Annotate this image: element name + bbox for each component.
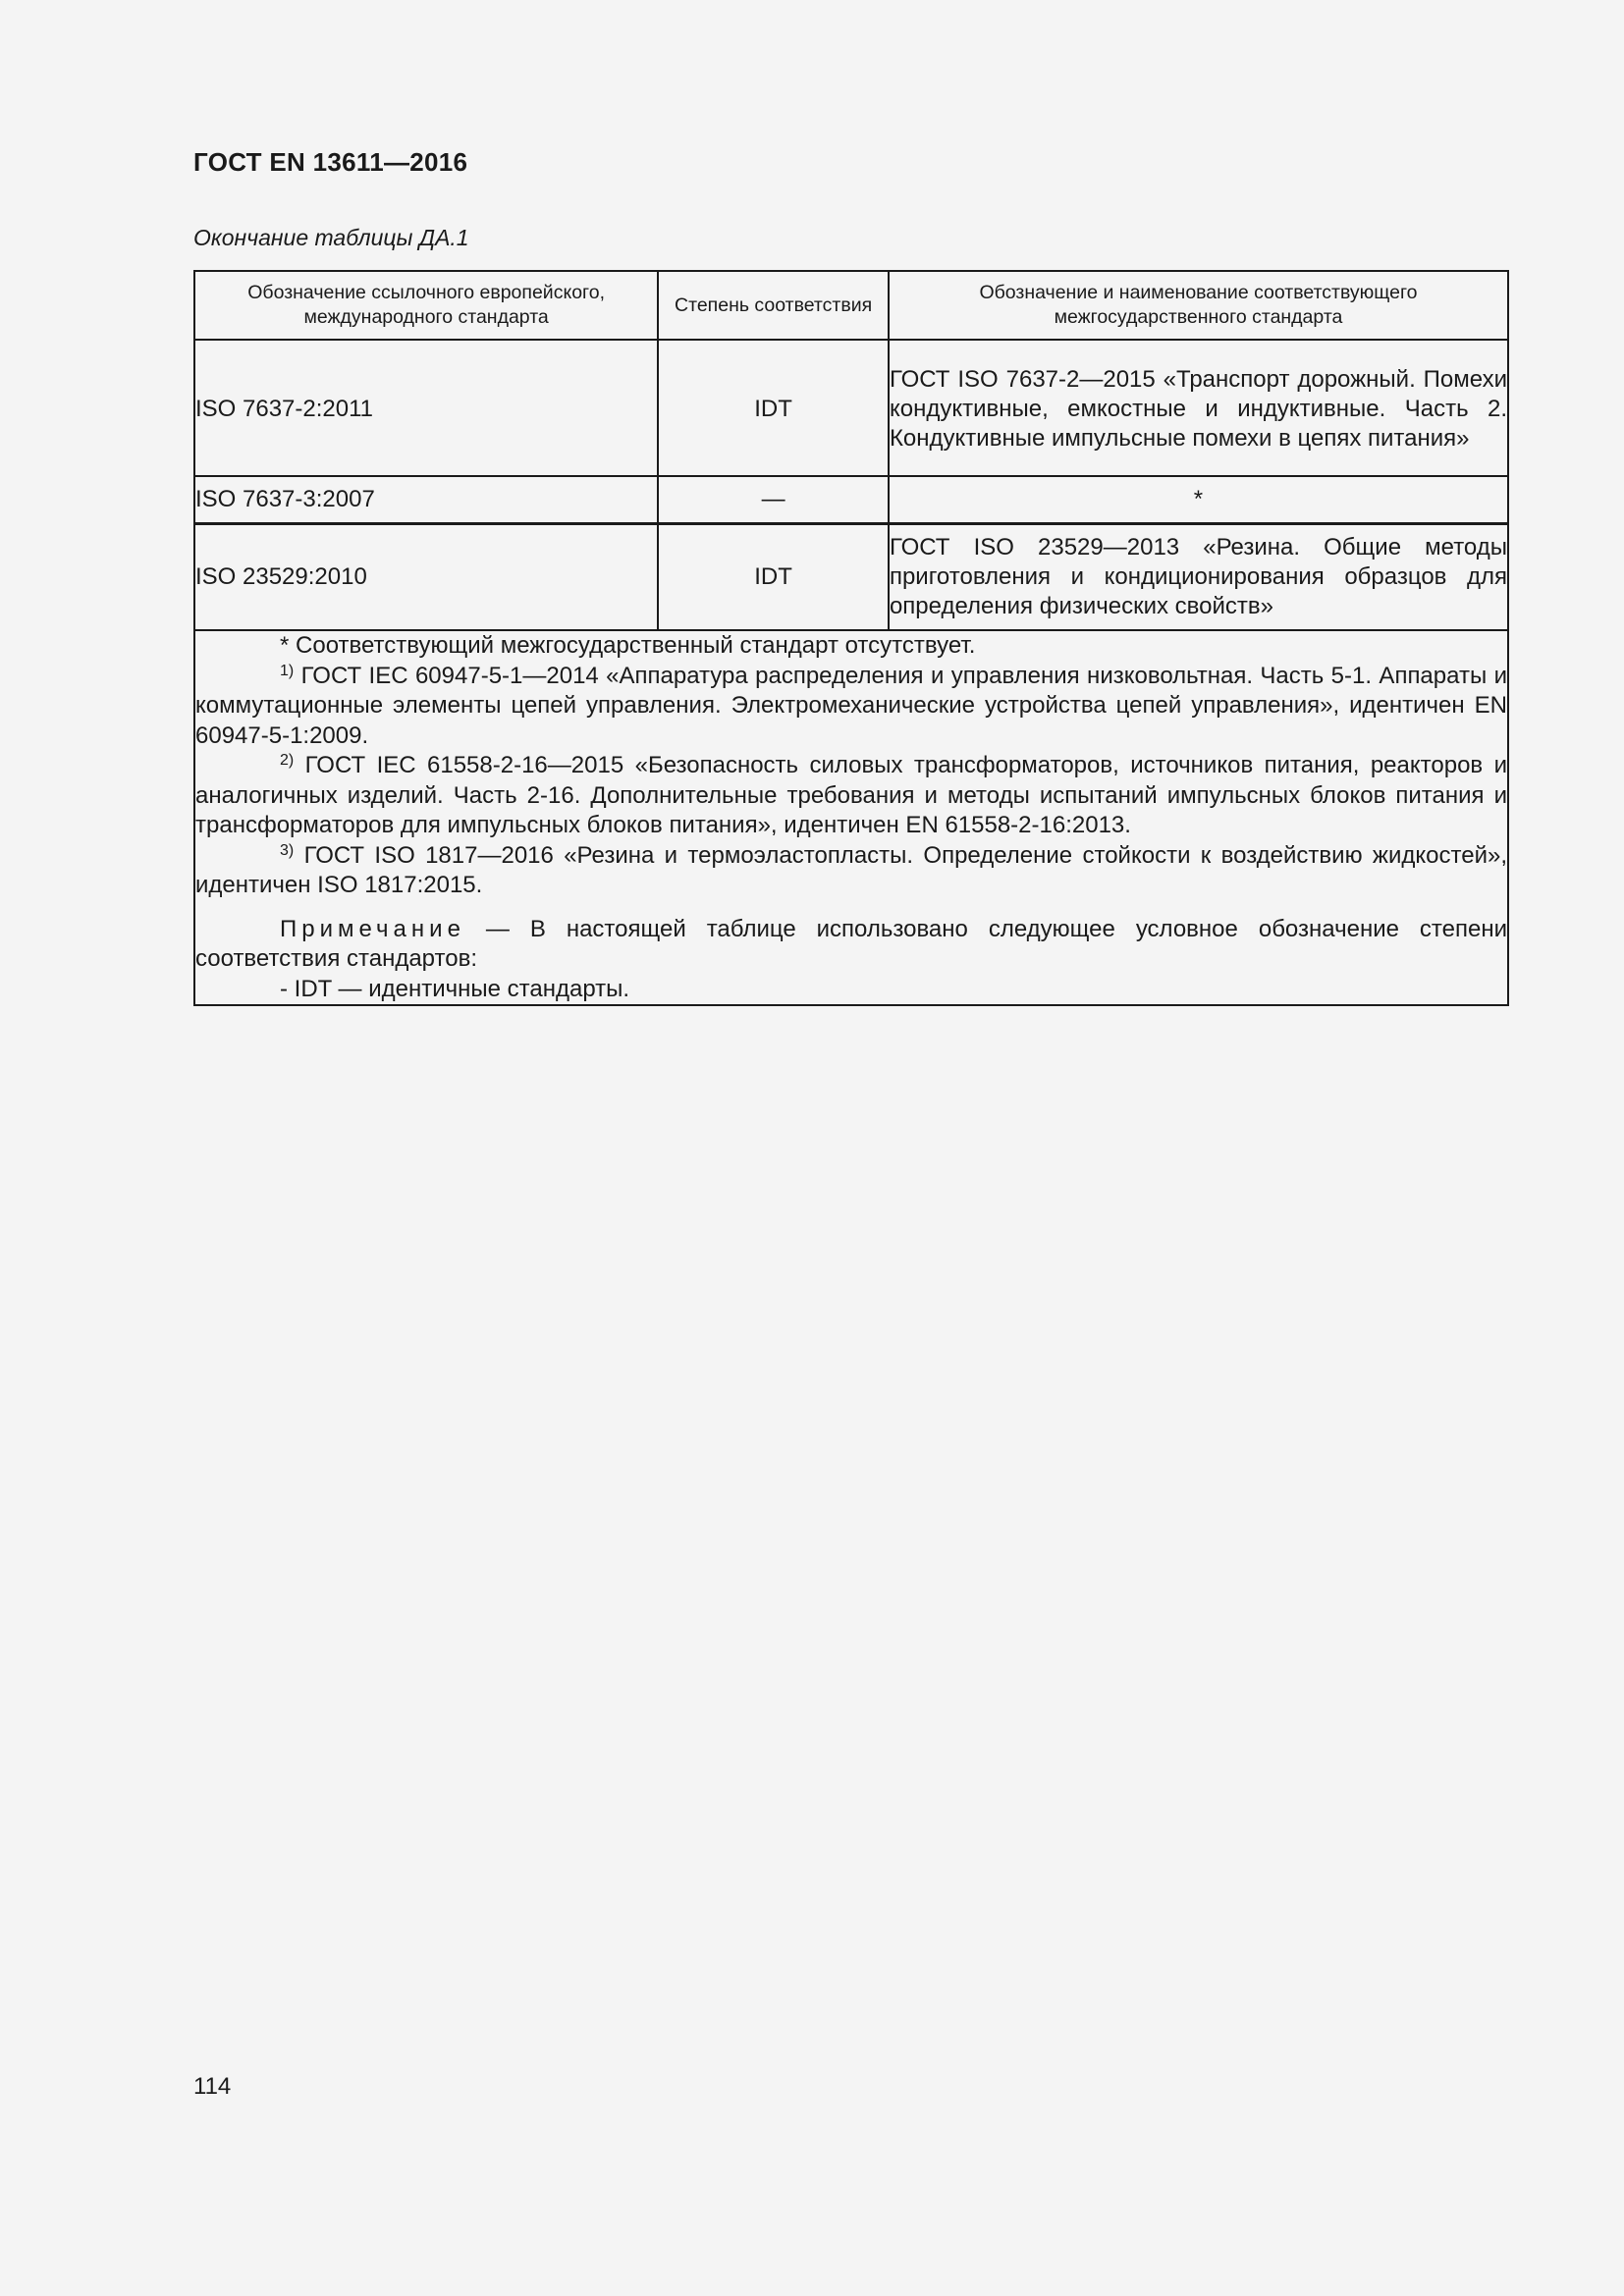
footnote-mark: 3)	[280, 841, 295, 859]
note-text: — В настоящей таблице использовано следующее условное обозначение степени соответствия стандартов:	[195, 915, 1507, 972]
footnote-mark: 1)	[280, 662, 295, 679]
reference-cell: ISO 7637-3:2007	[194, 476, 658, 524]
degree-cell: —	[658, 476, 889, 524]
table-row	[194, 524, 1508, 631]
table-row	[194, 476, 1508, 524]
note-label: Примечание	[280, 915, 465, 942]
footnote	[195, 751, 1507, 841]
column-header-gost: Обозначение и наименование соответствующего межгосударственного стандарта	[889, 271, 1508, 340]
footnote-mark: 2)	[280, 752, 295, 769]
footnote	[195, 631, 1507, 662]
page-number: 114	[193, 2073, 232, 2100]
table-row	[194, 344, 1508, 476]
reference-cell: ISO 7637-2:2011	[194, 344, 658, 476]
column-header-reference: Обозначение ссылочного европейского, международного стандарта	[194, 271, 658, 340]
reference-cell: ISO 23529:2010	[194, 524, 658, 631]
document-header: ГОСТ EN 13611—2016	[193, 147, 468, 177]
footnotes-row	[194, 630, 1508, 1005]
degree-cell: IDT	[658, 344, 889, 476]
footnote-text: * Соответствующий межгосударственный стандарт отсутствует.	[280, 632, 976, 659]
table-caption: Окончание таблицы ДА.1	[193, 225, 469, 250]
footnote	[195, 841, 1507, 901]
footnote-text: ГОСТ ISO 1817—2016 «Резина и термоэластопласты. Определение стойкости к воздействию жидкостей», идентичен ISO 1817:2015.	[195, 841, 1507, 898]
table-note	[195, 915, 1507, 975]
gost-cell: ГОСТ ISO 23529—2013 «Резина. Общие методы приготовления и кондиционирования образцов для определения физических свойств»	[889, 524, 1508, 631]
standards-table	[193, 270, 1509, 1006]
footnotes-cell	[194, 630, 1508, 1005]
degree-cell: IDT	[658, 524, 889, 631]
footnote-text: ГОСТ IEC 61558-2-16—2015 «Безопасность силовых трансформаторов, источников питания, реакторов и аналогичных изделий. Часть 2-16. Дополнительные требования и методы испытаний импульсных блоков питания и трансформаторов для импульсных блоков питания», идентичен EN 61558-2-16:2013.	[195, 752, 1507, 838]
gost-cell: ГОСТ ISO 7637-2—2015 «Транспорт дорожный. Помехи кондуктивные, емкостные и индуктивные. Часть 2. Кондуктивные импульсные помехи в цепях питания»	[889, 344, 1508, 476]
gost-cell: *	[889, 476, 1508, 524]
footnote	[195, 662, 1507, 752]
footnote-text: ГОСТ IEC 60947-5-1—2014 «Аппаратура распределения и управления низковольтная. Часть 5-1. Аппараты и коммутационные элементы цепей управления. Электромеханические устройства цепей управления», идентичен EN 60947-5-1:2009.	[195, 662, 1507, 749]
column-header-degree: Степень соответствия	[658, 271, 889, 340]
table-header-row	[194, 271, 1508, 340]
note-item: - IDT — идентичные стандарты.	[280, 975, 630, 1002]
